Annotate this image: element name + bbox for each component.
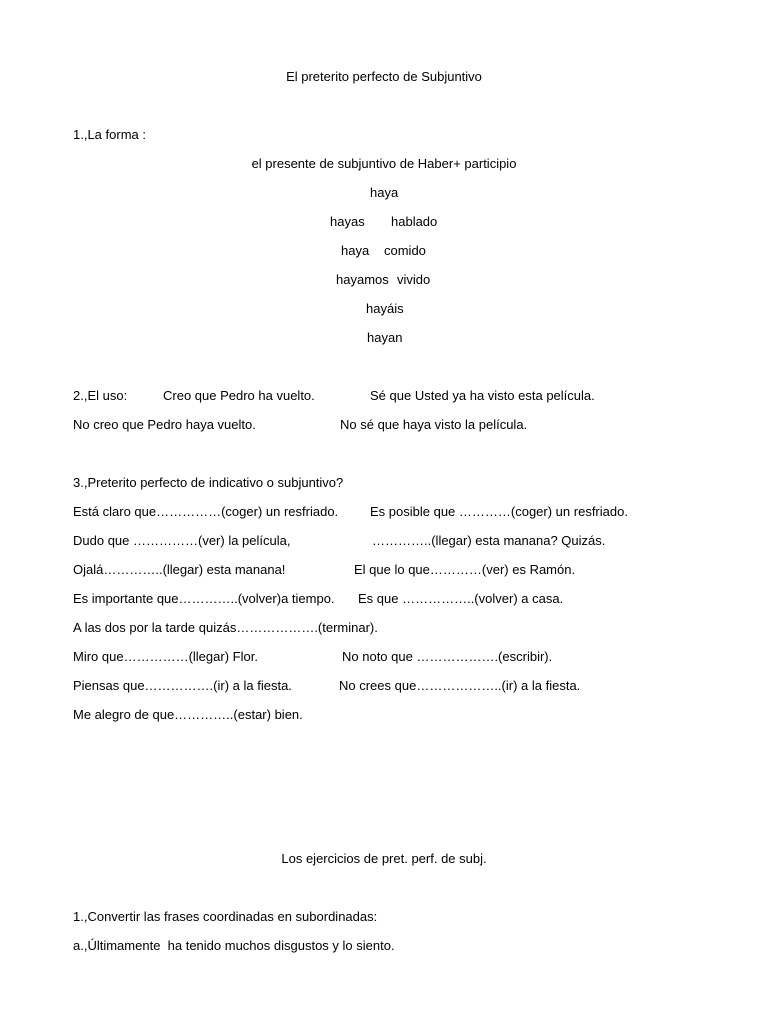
form-haya-2: haya xyxy=(341,243,370,258)
section-2-label: 2.,El uso: xyxy=(73,388,128,403)
participle-hablado: hablado xyxy=(391,214,438,229)
exercise-row-4b: Es que ……………..(volver) a casa. xyxy=(358,591,564,606)
section-1-heading: 1.,La forma : xyxy=(73,127,146,142)
exercise-row-5a: A las dos por la tarde quizás……………….(terminar). xyxy=(73,620,378,635)
exercise-row-7a: Piensas que…………….(ir) a la fiesta. xyxy=(73,678,292,693)
page-title: El preterito perfecto de Subjuntivo xyxy=(286,69,482,84)
exercise-row-7b: No crees que………………..(ir) a la fiesta. xyxy=(339,678,581,693)
uso-example-1a: Creo que Pedro ha vuelto. xyxy=(163,388,315,403)
formula-text: el presente de subjuntivo de Haber+ participio xyxy=(251,156,517,171)
uso-example-1b: Sé que Usted ya ha visto esta película. xyxy=(370,388,595,403)
participle-comido: comido xyxy=(384,243,426,258)
exercise-row-1a: Está claro que……………(coger) un resfriado. xyxy=(73,504,339,519)
form-hayan: hayan xyxy=(367,330,403,345)
exercise-row-2a: Dudo que ……………(ver) la película, xyxy=(73,533,291,548)
exercise-row-3a: Ojalá…………..(llegar) esta manana! xyxy=(73,562,286,577)
section-3-heading: 3.,Preterito perfecto de indicativo o subjuntivo? xyxy=(73,475,344,490)
participle-vivido: vivido xyxy=(397,272,431,287)
exercise-row-6b: No noto que ……………….(escribir). xyxy=(342,649,553,664)
form-hayamos: hayamos xyxy=(336,272,389,287)
form-hayas: hayas xyxy=(330,214,365,229)
exercise-row-8a: Me alegro de que…………..(estar) bien. xyxy=(73,707,303,722)
exercise-row-2b: …………..(llegar) esta manana? Quizás. xyxy=(372,533,606,548)
exercises-title: Los ejercicios de pret. perf. de subj. xyxy=(281,851,487,866)
exercise-row-3b: El que lo que…………(ver) es Ramón. xyxy=(354,562,576,577)
uso-example-2b: No sé que haya visto la película. xyxy=(340,417,528,432)
form-hayais: hayáis xyxy=(366,301,404,316)
exercise-row-4a: Es importante que…………..(volver)a tiempo. xyxy=(73,591,335,606)
exercise-row-6a: Miro que……………(llegar) Flor. xyxy=(73,649,258,664)
form-haya: haya xyxy=(370,185,399,200)
uso-example-2a: No creo que Pedro haya vuelto. xyxy=(73,417,256,432)
exercises-heading: 1.,Convertir las frases coordinadas en subordinadas: xyxy=(73,909,378,924)
exercise-item-a: a.,Últimamente ha tenido muchos disgustos y lo siento. xyxy=(73,938,395,953)
exercise-row-1b: Es posible que …………(coger) un resfriado. xyxy=(370,504,628,519)
